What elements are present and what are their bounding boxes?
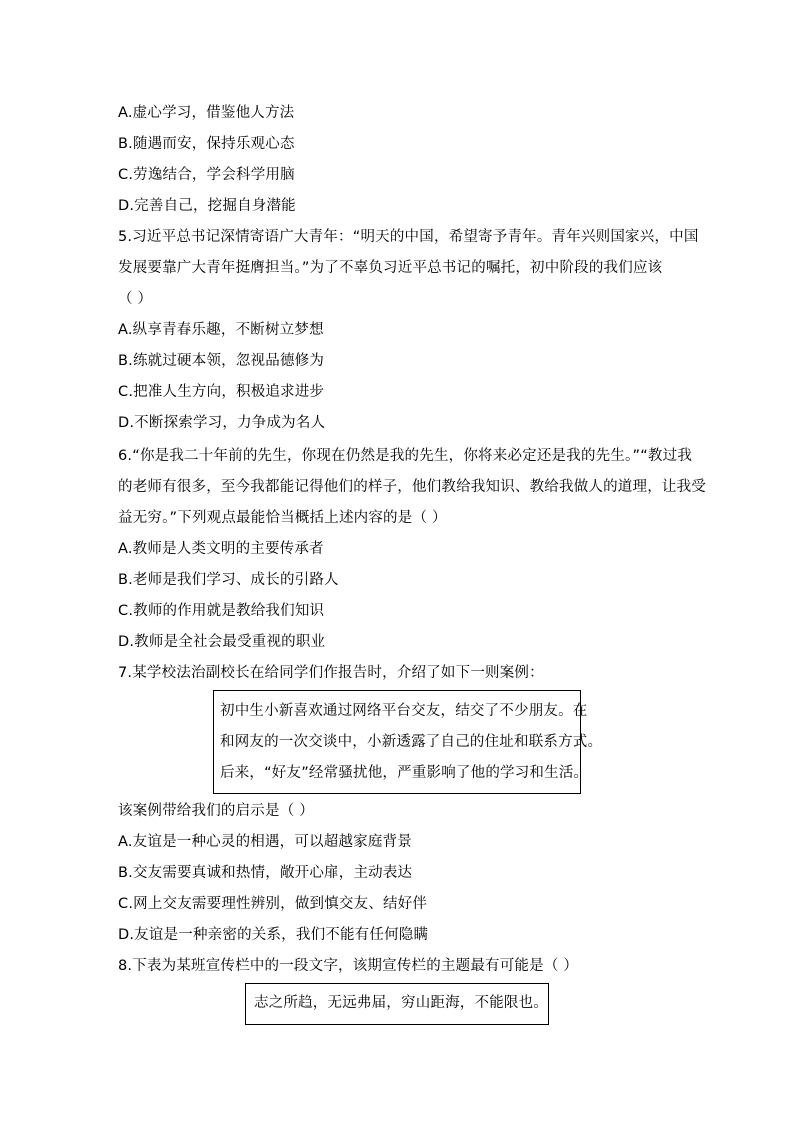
q8-quote: 志之所趋，无远弗届，穷山距海，不能限也。 (254, 995, 548, 1011)
q6-option-c: C.教师的作用就是教给我们知识 (118, 603, 325, 619)
q7-question: 该案例带给我们的启示是（ ） (118, 803, 314, 819)
q6-option-a: A.教师是人类文明的主要传承者 (118, 541, 324, 557)
q4-option-d: D.完善自己，挖掘自身潜能 (118, 198, 296, 214)
q5-option-b: B.练就过硬本领，忽视品德修为 (118, 353, 325, 369)
q6-stem-line-3: 益无穷。”下列观点最能恰当概括上述内容的是（ ） (118, 510, 447, 526)
q7-intro: 7.某学校法治副校长在给同学们作报告时，介绍了如下一则案例： (118, 665, 544, 681)
q7-option-a: A.友谊是一种心灵的相遇，可以超越家庭背景 (118, 834, 412, 850)
q7-case-line-3: 后来，“好友”经常骚扰他，严重影响了他的学习和生活。 (220, 765, 589, 781)
q7-option-b: B.交友需要真诚和热情，敞开心扉，主动表达 (118, 865, 413, 881)
q6-stem-line-1: 6.“你是我二十年前的先生，你现在仍然是我的先生，你将来必定还是我的先生。”“教过我 (118, 448, 693, 464)
q5-option-c: C.把准人生方向，积极追求进步 (118, 384, 325, 400)
q6-option-d: D.教师是全社会最受重视的职业 (118, 634, 326, 650)
q5-option-a: A.纵享青春乐趣，不断树立梦想 (118, 322, 324, 338)
q7-case-line-1: 初中生小新喜欢通过网络平台交友，结交了不少朋友。在 (220, 703, 588, 719)
q8-quote-box (245, 983, 549, 1025)
q7-case-line-2: 和网友的一次交谈中，小新透露了自己的住址和联系方式。 (220, 734, 603, 750)
q7-option-d: D.友谊是一种亲密的关系，我们不能有任何隐瞒 (118, 927, 429, 943)
q7-option-c: C.网上交友需要理性辨别，做到慎交友、结好伴 (118, 896, 428, 912)
q8-stem: 8.下表为某班宣传栏中的一段文字，该期宣传栏的主题最有可能是（ ） (118, 958, 579, 974)
q6-option-b: B.老师是我们学习、成长的引路人 (118, 572, 339, 588)
q4-option-c: C.劳逸结合，学会科学用脑 (118, 167, 295, 183)
q4-option-b: B.随遇而安，保持乐观心态 (118, 136, 295, 152)
q5-option-d: D.不断探索学习，力争成为名人 (118, 415, 326, 431)
q6-stem-line-2: 的老师有很多，至今我都能记得他们的样子，他们教给我知识、教给我做人的道理，让我受 (118, 479, 706, 495)
q4-option-a: A.虚心学习，借鉴他人方法 (118, 105, 295, 121)
q5-stem-line-2: 发展要靠广大青年挺膺担当。”为了不辜负习近平总书记的嘱托，初中阶段的我们应该 (118, 260, 663, 276)
q5-answer-blank: （ ） (118, 291, 153, 307)
q7-case-box (213, 690, 603, 794)
q5-stem-line-1: 5.习近平总书记深情寄语广大青年：“明天的中国，希望寄予青年。青年兴则国家兴，中国 (118, 229, 699, 245)
